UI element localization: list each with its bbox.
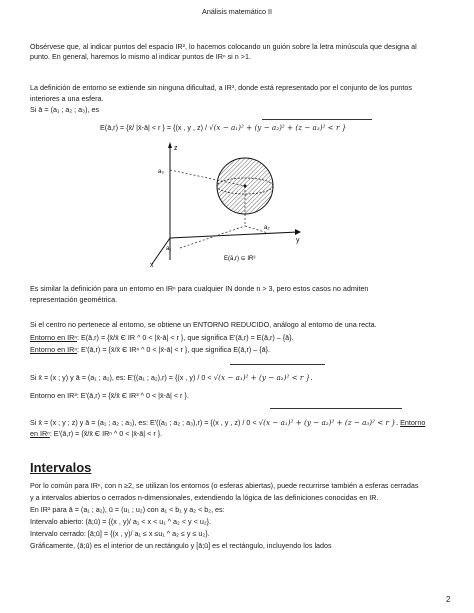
paragraph-8-line-2: y a intervalos abiertos o cerrados n-dimensionales, extendiendo la lógica de las definiciones conocidas en IR. [30,493,379,502]
paragraph-7-line-2 [30,429,162,438]
entorno-word: Entorno [400,418,426,427]
y-axis-label: y [296,237,300,244]
entorno-rn-reduced-definition: : E'(ā,r) = {x̄/x̄ Є IRⁿ ^ 0 < |x̄-ā| < r }, que significa E(ā,r) – {ā}. [76,345,271,354]
formula-2d-rule [230,364,325,365]
a3-label: a₃ [158,169,164,175]
entorno-rn-final-definition: : E'(ā,r) = {x̄/x̄ Є IRⁿ ^ 0 < |x̄-ā| < r }. [49,429,163,438]
paragraph-4-line-1: Si el centro no pertenece al entorno, se obtiene un ENTORNO REDUCIDO, análogo al entorno de una recta. [30,320,377,329]
paragraph-2-line-3: Si ā = (a₁ ; a₂ ; a₃), es [30,105,100,114]
formula-rule [262,119,372,120]
formula-2d-left: Si x̄ = (x ; y) y ā = (a₁ ; a₂), es: E'((a₁ ; a₂),r) = {(x , y) / 0 < [30,373,214,382]
entorno-rn-final-label: en IRⁿ [30,429,50,438]
y-axis [170,232,298,238]
formula-part-left: E(ā,r) = {x̄/ |x̄-ā| < r } = {(x , y , z) / [100,123,209,132]
page-number: 2 [446,595,451,604]
formula-3d-left: Si x̄ = (x ; y ; z) y ā = (a₁ ; a₂ ; a₃), es: E'((a₁ ; a₂ ; a₃),r) = {(x , y , z) / 0 < [30,418,259,427]
paragraph-2-line-2: interiores a una esfera. [30,94,104,103]
paragraph-3-line-2: representación geométrica. [30,295,118,304]
section-title-intervalos: Intervalos [30,460,92,475]
z-axis-arrow [168,142,172,148]
open-interval-definition: Intervalo abierto: (ā;ū) = {(x , y)/ a₁ < x < u₁ ^ a₂ < y < u₂}. [30,517,212,526]
a2-label: a₂ [264,225,270,231]
paragraph-4-line-2 [30,333,294,342]
closed-interval-definition: Intervalo cerrado: [ā;ū] = {(x , y)/ a₁ ≤ x ≤u₁ ^ a₂ ≤ y ≤ u₂}. [30,529,210,538]
formula-3d-root: √(x − a₁)² + (y − a₂)² + (z − a₃)² < r }. [258,418,399,427]
formula-reduced-3d [30,418,425,427]
formula-2d-root: √(x − a₁)² + (y − a₂)² < r }. [213,373,313,382]
set-label: E(ā,r) ⊆ IR³ [224,256,256,262]
formula-neighbourhood-3d [100,123,346,132]
paragraph-3-line-1: Es similar la definición para un entorno en IRⁿ para cualquier IN donde n > 3, pero estos casos no admiten [30,284,369,293]
paragraph-1-line-1: Obsérvese que, al indicar puntos del espacio IR², lo hacemos colocando un guión sobre la letra minúscula que designa al [30,42,417,51]
paragraph-8-line-1: Por lo común para IRⁿ, con n ≥2, se utilizan los entornos (o esferas abiertas), puede recurrirse también a esferas cerradas [30,481,419,490]
paragraph-4-line-3 [30,345,270,354]
page-header: Análisis matemático II [202,7,272,16]
paragraph-1-line-2: punto. En general, haremos lo mismo al indicar puntos de IRⁿ si n >1. [30,52,251,61]
entorno-rn-definition: : E(ā,r) = {x̄/x̄ Є IR ^ 0 < |x̄-ā| < r }, que significa E'(ā,r) = E(ā,r) – {ā}. [76,333,294,342]
sphere-3d-figure [140,140,310,268]
paragraph-2-line-1: La definición de entorno se extiende sin ninguna dificultad, a IR³, donde está representado por el conjunto de los puntos [30,83,412,92]
formula-3d-rule [270,408,402,409]
formula-reduced-2d [30,373,313,382]
z-axis-label: z [174,145,178,152]
x-axis-label: x [150,262,154,268]
a1-label: a₁ [166,246,172,252]
entorno-rn-label: Entorno en IRⁿ [30,333,77,342]
entorno-rn-reduced-label: Entorno en IRⁿ [30,345,77,354]
paragraph-8-line-3: En IR² para ā = (a₁ ; a₂), ū = (u₁ ; u₂) con a₁ < b₁ y a₂ < b₂, es: [30,505,225,514]
paragraph-8-line-6: Gráficamente, (ā;ū) es el interior de un rectángulo y [ā;ū] es el rectángulo, incluyendo los lados [30,541,332,550]
formula-part-root: √(x − a₁)² + (y − a₂)² + (z − a₃)² < r } [208,123,347,132]
paragraph-6-line-1: Entorno en IR³: E'(ā,r) = {x̄/x̄ Є IR³ ^ 0 < |x̄-ā| < r }. [30,391,189,400]
y-axis-arrow [295,229,301,235]
